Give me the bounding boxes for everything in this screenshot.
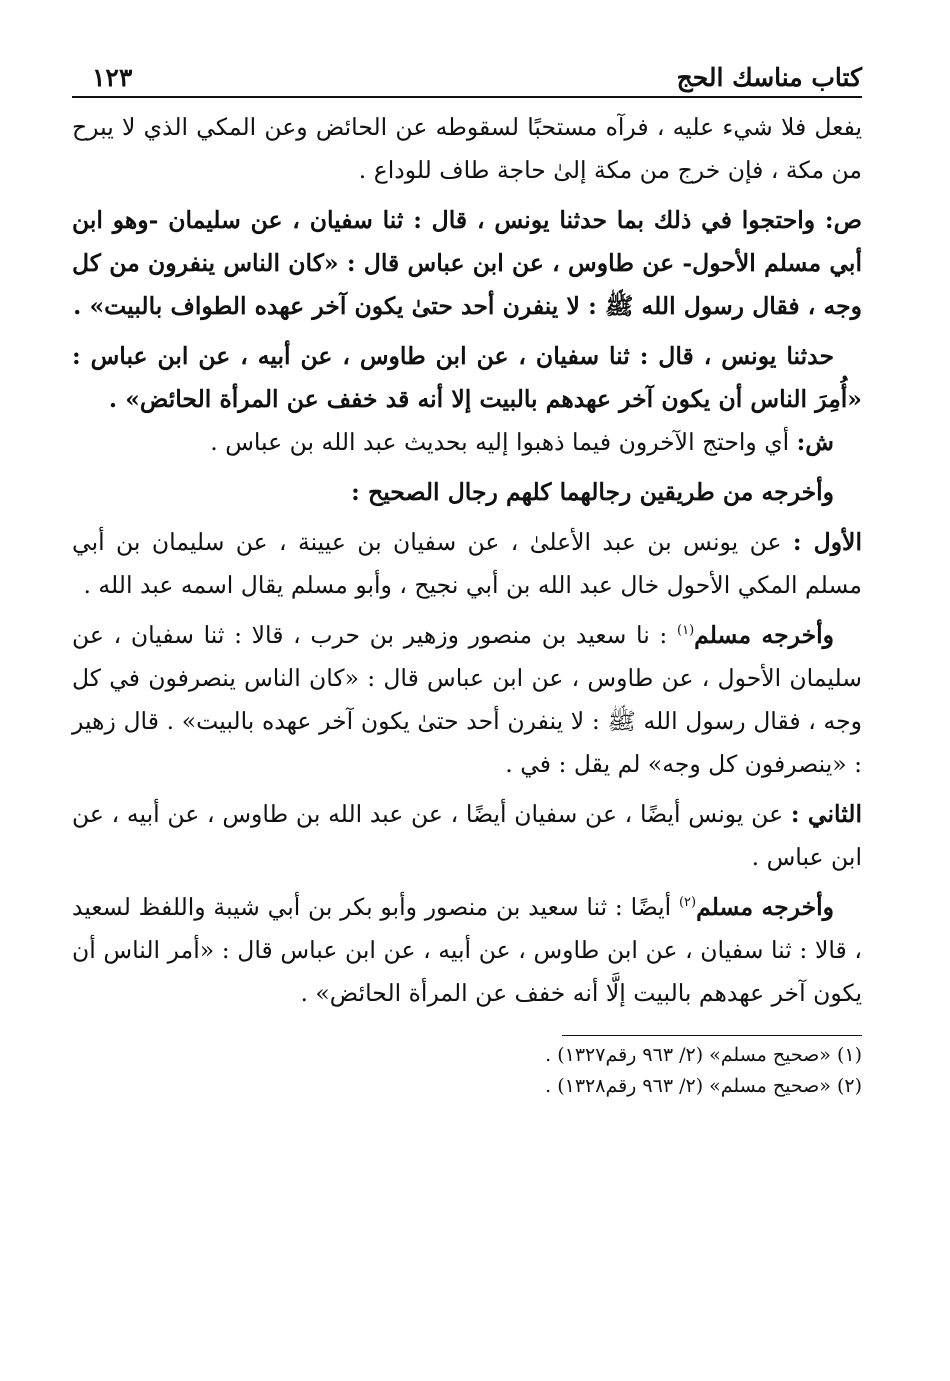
running-header — [72, 52, 862, 98]
muslim-ref-label-1: وأخرجه مسلم — [694, 621, 834, 649]
book-page — [72, 52, 862, 1102]
paragraph-4-text: أي واحتج الآخرون فيما ذهبوا إليه بحديث عبد الله بن عباس . — [210, 428, 797, 456]
paragraph-2: ص: واحتجوا في ذلك بما حدثنا يونس ، قال : ثنا سفيان ، عن سليمان -وهو ابن أبي مسلم الأحول- عن طاوس ، عن ابن عباس قال : «كان الناس ينفرون من كل وجه ، فقال رسول الله ﷺ : لا ينفرن أحد حتىٰ يكون آخر عهده الطواف بالبيت» . — [72, 206, 862, 320]
paragraph-5: وأخرجه من طريقين رجالهما كلهم رجال الصحيح : — [351, 478, 834, 506]
second-route-label: الثاني : — [790, 800, 862, 828]
paragraph-6 — [72, 521, 862, 607]
paragraph-6-text: عن يونس بن عبد الأعلىٰ ، عن سفيان بن عيينة ، عن سليمان بن أبي مسلم المكي الأحول خال عبد الله بن أبي نجيح ، وأبو مسلم يقال اسمه عبد الله . — [72, 528, 862, 599]
sharh-label: ش: — [796, 428, 834, 456]
paragraph-7-text: : نا سعيد بن منصور وزهير بن حرب ، قالا : ثنا سفيان ، عن سليمان الأحول ، عن طاوس ، عن ابن عباس قال : «كان الناس ينصرفون في كل وجه ، فقال رسول الله ﷺ : لا ينفرن أحد حتىٰ يكون آخر عهده بالبيت» . قال زهير : «ينصرفون كل وجه» لم يقل : في . — [72, 621, 862, 778]
footnote-1: (١) «صحيح مسلم» (٢/ ٩٦٣ رقم١٣٢٧) . — [545, 1044, 862, 1066]
paragraph-9 — [72, 886, 862, 1015]
page-number: ١٢٣ — [92, 63, 133, 92]
footnote-divider — [562, 1035, 862, 1036]
paragraph-4 — [72, 421, 862, 464]
paragraph-1: يفعل فلا شيء عليه ، فرآه مستحبًا لسقوطه عن الحائض وعن المكي الذي لا يبرح من مكة ، فإن خرج من مكة إلىٰ حاجة طاف للوداع . — [72, 113, 862, 184]
muslim-ref-label-2: وأخرجه مسلم — [696, 893, 835, 921]
paragraph-7 — [72, 614, 862, 786]
main-text — [72, 106, 862, 1015]
book-title: كتاب مناسك الحج — [676, 63, 862, 92]
paragraph-9-text: أيضًا : ثنا سعيد بن منصور وأبو بكر بن أبي شيبة واللفظ لسعيد ، قالا : ثنا سفيان ، عن ابن طاوس ، عن أبيه ، عن ابن عباس قال : «أمر الناس أن يكون آخر عهدهم بالبيت إلَّا أنه خفف عن المرأة الحائض» . — [72, 893, 862, 1007]
footnote-ref-2[interactable]: (٢) — [678, 895, 697, 911]
first-route-label: الأول : — [792, 528, 862, 556]
footnote-2: (٢) «صحيح مسلم» (٢/ ٩٦٣ رقم١٣٢٨) . — [545, 1075, 862, 1097]
footnote-ref-1[interactable]: (١) — [677, 623, 695, 639]
paragraph-8 — [72, 793, 862, 879]
paragraph-8-text: عن يونس أيضًا ، عن سفيان أيضًا ، عن عبد الله بن طاوس ، عن أبيه ، عن ابن عباس . — [72, 800, 862, 871]
paragraph-3: حدثنا يونس ، قال : ثنا سفيان ، عن ابن طاوس ، عن أبيه ، عن ابن عباس : «أُمِرَ الناس أن يكون آخر عهدهم بالبيت إلا أنه قد خفف عن المرأة الحائض» . — [72, 342, 862, 413]
footnotes — [72, 1035, 862, 1102]
